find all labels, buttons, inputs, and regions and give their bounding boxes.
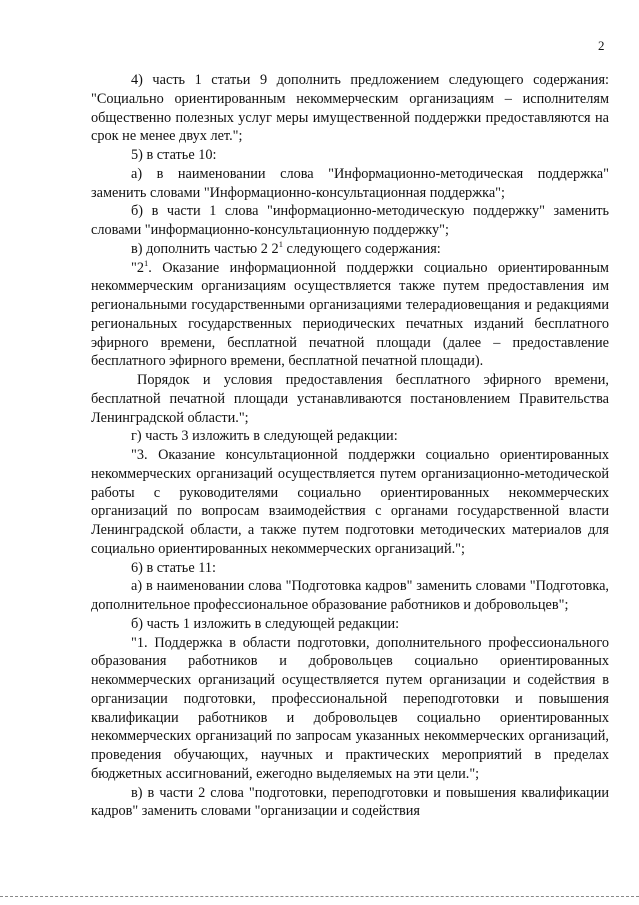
paragraph-part-1: "1. Поддержка в области подготовки, дополнительного профессионального образования работников и добровольцев социально ориентированных некоммерческих организаций осуществляется путем организации и содействия в организации подготовки, профессиональной переподготовки и повышения квалификации работников и добровольцев социально ориентированных некоммерческих организаций по запросам указанных некоммерческих организаций, проведения обучающих, научных и практических мероприятий в пределах бюджетных ассигнований, ежегодно выделяемых на эти цели."; [91, 634, 609, 782]
document-body [91, 71, 609, 821]
paragraph-part-2-1 [91, 259, 609, 372]
paragraph-6a: а) в наименовании слова "Подготовка кадров" заменить словами "Подготовка, дополнительное профессиональное образование работников и добровольцев"; [91, 578, 609, 613]
superscript-mark: 1 [144, 257, 149, 268]
bottom-scan-edge [0, 896, 639, 897]
page-number: 2 [598, 38, 605, 53]
paragraph-procedure: Порядок и условия предоставления бесплатного эфирного времени, бесплатной печатной площади устанавливаются постановлением Правительства Ленинградской области."; [91, 372, 609, 426]
paragraph-5v-start: в) дополнить частью 2 [131, 240, 268, 257]
paragraph-item-6: 6) в статье 11: [131, 559, 216, 576]
paragraph-item-5: 5) в статье 10: [131, 147, 217, 163]
paragraph-5a: а) в наименовании слова "Информационно-методическая поддержка" заменить словами "Информационно-консультационная поддержка"; [91, 165, 609, 201]
paragraph-part-3: "3. Оказание консультационной поддержки социально ориентированных некоммерческих организаций осуществляется путем организационно-методической работы с руководителями социально ориентированных некоммерческих организаций по вопросам взаимодействия с органами государственной власти Ленинградской области, а также путем подготовки методических материалов для социально ориентированных некоммерческих организаций."; [91, 447, 609, 557]
paragraph-6b: б) часть 1 изложить в следующей редакции: [131, 615, 400, 632]
paragraph-item-4: 4) часть 1 статьи 9 дополнить предложением следующего содержания: "Социально ориентированным некоммерческим организациям – исполнителям общественно полезных услуг меры имущественной поддержки предоставляются на срок не менее двух лет."; [91, 72, 609, 145]
paragraph-5v-end: следующего содержания: [286, 240, 441, 257]
part-number-label: 2 [271, 240, 279, 257]
paragraph-5g: г) часть 3 изложить в следующей редакции: [131, 428, 398, 445]
paragraph-5b: б) в части 1 слова "информационно-методическую поддержку" заменить словами "информационно-консультационную поддержку"; [91, 203, 609, 238]
paragraph-5v [91, 240, 609, 259]
part-2-1-text: . Оказание информационной поддержки социально ориентированным некоммерческим организациям осуществляется также путем предоставления им региональными государственными организациями телерадиовещания и редакциями региональных государственных периодических печатных изданий бесплатного эфирного времени, бесплатной печатной площади (далее – предоставление бесплатного эфирного времени, бесплатной печатной площади). [91, 259, 609, 370]
part-2-1-number: "2 [131, 259, 144, 276]
superscript-mark: 1 [278, 238, 283, 249]
paragraph-6v: в) в части 2 слова "подготовки, переподготовки и повышения квалификации кадров" заменить словами "организации и содействия [91, 784, 609, 820]
